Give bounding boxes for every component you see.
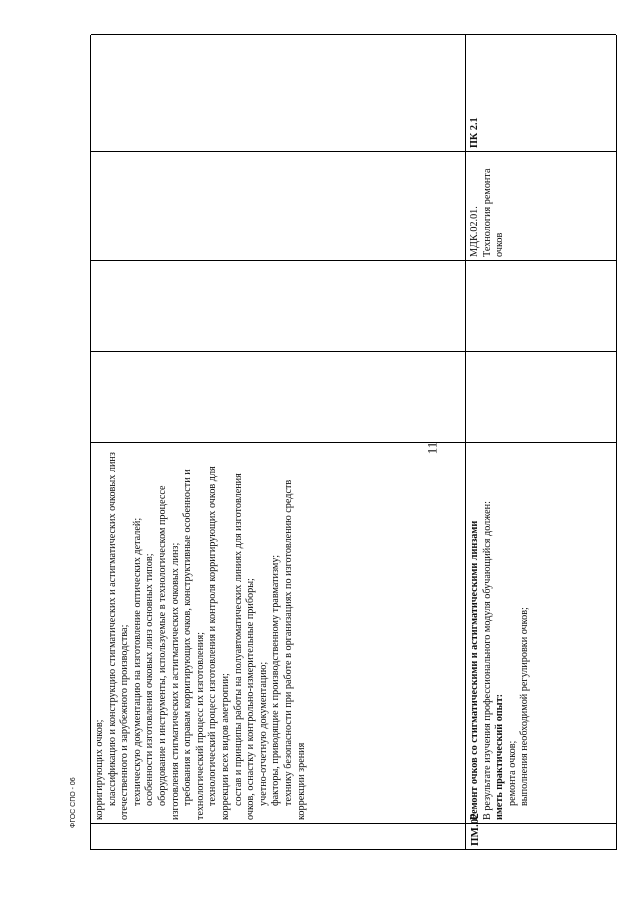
knowledge-item: технологический процесс изготовления и контроля корригирующих очков для коррекции всех видов аметропии; [207,466,231,820]
mdk-label: МДК.02.01. Технология ремонта очков [469,168,506,257]
competence-cell [466,34,616,152]
knowledge-item: особенности изготовления очковых линз основных типов; [144,553,156,806]
footer-label: ФГОС СПО - 06 [70,777,77,828]
knowledge-item: классификацию и конструкцию стигматических и астигматических очковых линз отечественного и зарубежного производства; [106,452,131,820]
practice-heading: иметь практический опыт: [494,693,506,820]
table-row-knowledge [90,35,466,850]
page-number: 11 [424,441,440,455]
competence-cell [91,34,466,152]
hours-cell-1 [91,351,466,443]
knowledge-item: состав и принципы работы на полуавтоматических линиях для изготовления очков, оснастку и контрольно-измерительные приборы; [232,473,257,820]
mdk-cell [91,151,466,261]
practice-item: ремонта очков; [506,740,518,806]
code-cell [466,813,616,850]
knowledge-item: учетно-отчетную документацию; [257,661,269,806]
content-cell [466,442,616,824]
knowledge-item: технику безопасности при работе в организациях по изготовлению средств коррекции зрения [282,479,307,820]
content-cell [91,442,466,824]
knowledge-item: корригирующих очков; [94,719,105,820]
module-title: Ремонт очков со стигматическими и астигматическими линзами [469,520,480,820]
mdk-cell [466,151,616,261]
knowledge-item: требования к оправам корригирующих очков, конструктивные особенности и технологический процесс их изготовления; [182,469,206,820]
knowledge-item: техническую документацию на изготовление оптических деталей; [131,517,143,806]
hours-cell-2 [466,260,616,352]
module-code: ПМ.02 [469,813,481,846]
code-cell [91,823,466,850]
practice-item: выполнения необходимой регулировки очков; [519,607,531,806]
knowledge-item: факторы, приводящие к производственному травматизму; [270,554,282,806]
module-intro: В результате изучения профессионального модуля обучающийся должен: [481,501,493,820]
table-row-pm02 [465,35,617,850]
knowledge-list [94,445,308,820]
knowledge-item: оборудование и инструменты, используемые в технологическом процессе изготовления стигматических и астигматических очковых линз; [156,485,181,820]
hours-cell-2 [91,260,466,352]
hours-cell-1 [466,351,616,443]
competence-code: ПК 2.1 [469,117,480,148]
curriculum-table [90,35,618,850]
